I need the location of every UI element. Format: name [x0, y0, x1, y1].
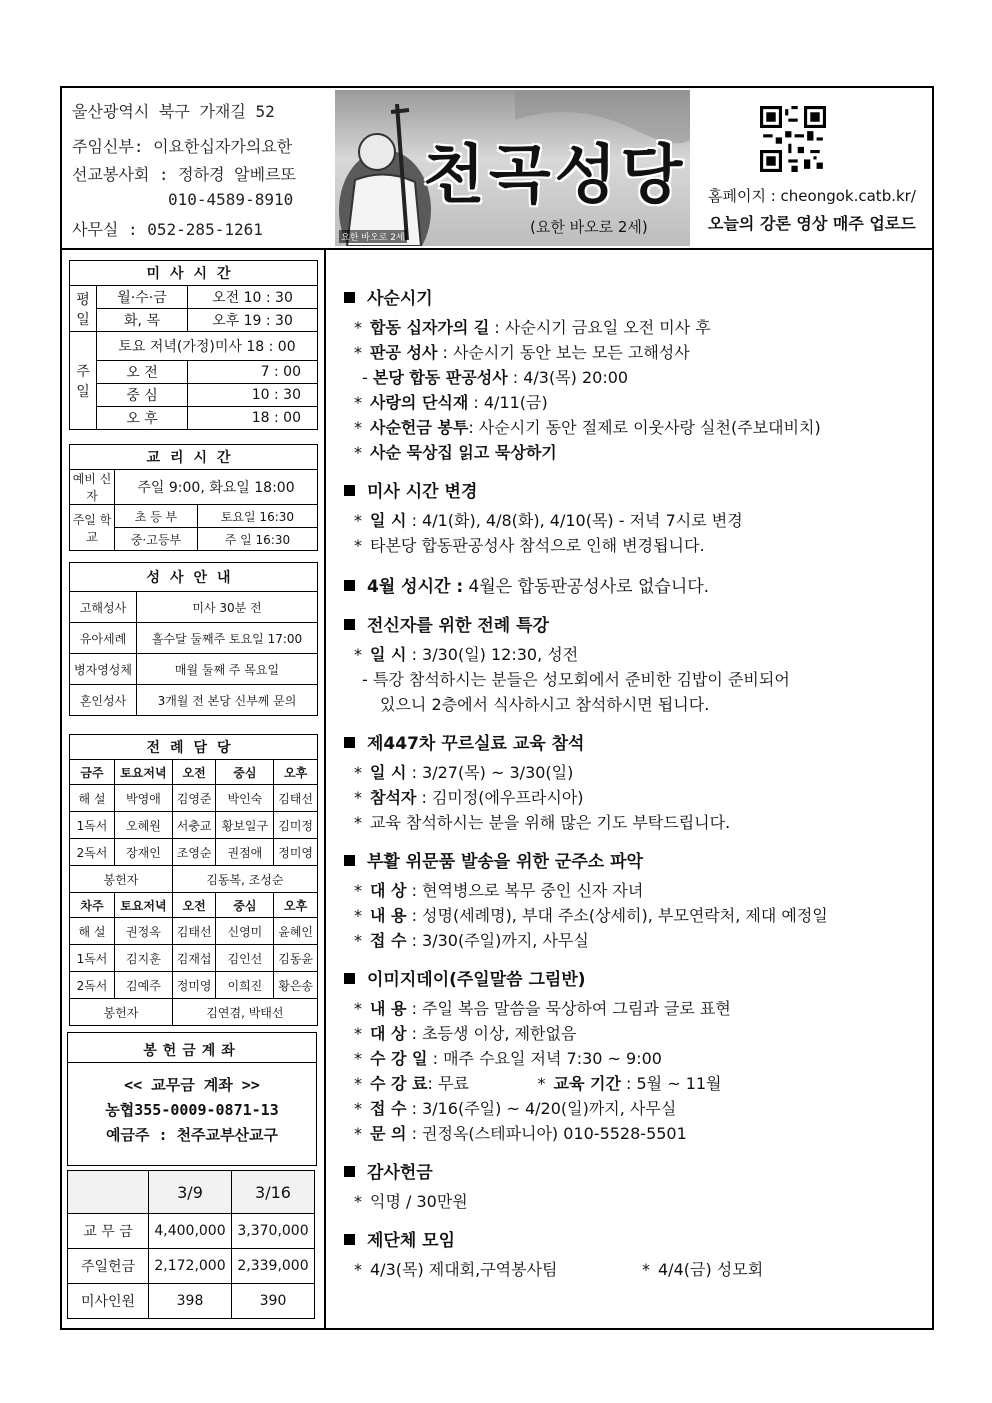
- servers-label: 봉헌자: [70, 866, 173, 893]
- offering-account-number: 농협355-0009-0871-13: [105, 1101, 279, 1119]
- notice-line: * 참석자 : 김미정(에우프라시아): [354, 788, 584, 807]
- notice-line: * 대 상 : 현역병으로 복무 중인 신자 자녀: [354, 881, 644, 900]
- offering-account-title: 봉헌금계좌: [68, 1033, 316, 1063]
- duty-role: 2독서: [70, 839, 115, 866]
- qr-code-icon[interactable]: [760, 106, 826, 172]
- duty-person: 김태선: [172, 918, 216, 945]
- catechism-table: [69, 444, 318, 551]
- liturgy-duty-table: [69, 734, 318, 1026]
- section-heading: [344, 1226, 929, 1251]
- duty-person: 오혜원: [115, 812, 173, 839]
- notice-line: * 접 수 : 3/16(주일) ~ 4/20(일)까지, 사무실: [354, 1099, 677, 1118]
- servers-names: 김연겸, 박태선: [172, 999, 317, 1026]
- duty-person: 황보일구: [216, 812, 274, 839]
- school-time: 토요일 16:30: [197, 505, 317, 528]
- section-title: 사순시기: [367, 289, 433, 309]
- square-bullet-icon: [344, 1234, 355, 1245]
- notice-line: * 대 상 : 초등생 이상, 제한없음: [354, 1024, 577, 1043]
- duty-header: 토요저녁: [115, 760, 173, 785]
- duty-person: 김재섭: [172, 945, 216, 972]
- duty-header: 중심: [216, 893, 274, 918]
- catechumen-label: 예비 신자: [70, 470, 115, 505]
- offering-account-box: [67, 1032, 317, 1166]
- stats-value: 4,400,000: [149, 1214, 232, 1249]
- stats-label: 주일헌금: [68, 1249, 149, 1284]
- stats-date: 3/16: [232, 1171, 315, 1214]
- section-title: 감사헌금: [367, 1163, 433, 1183]
- duty-person: 서충교: [172, 812, 216, 839]
- stats-value: 2,339,000: [232, 1249, 315, 1284]
- servers-label: 봉헌자: [70, 999, 173, 1026]
- notice-line: * 문 의 : 권정옥(스테파니아) 010-5528-5501: [354, 1124, 687, 1143]
- council-name: 선교봉사회 : 정하경 알베르또: [72, 165, 297, 184]
- notice-line: * 사랑의 단식재 : 4/11(금): [354, 393, 548, 412]
- notice-line: * 수 강 료: 무료 * 교육 기간 : 5월 ~ 11월: [354, 1074, 722, 1093]
- duty-person: 김지훈: [115, 945, 173, 972]
- section-heading: [344, 572, 929, 597]
- sunday-school-label: 주일 학교: [70, 505, 115, 551]
- school-time: 주 일 16:30: [197, 528, 317, 551]
- duty-role: 해 설: [70, 785, 115, 812]
- duty-person: 박영애: [115, 785, 173, 812]
- duty-person: 권점애: [216, 839, 274, 866]
- sacrament-info: 미사 30분 전: [137, 592, 318, 623]
- duty-person: 장재인: [115, 839, 173, 866]
- school-group: 중·고등부: [115, 528, 198, 551]
- weekday-time: 오후 19 : 30: [188, 309, 318, 332]
- section-heading: [344, 611, 929, 636]
- notice-line: - 본당 합동 판공성사 : 4/3(목) 20:00: [362, 368, 629, 387]
- square-bullet-icon: [344, 485, 355, 496]
- section-title: 미사 시간 변경: [367, 482, 478, 502]
- duty-person: 김영준: [172, 785, 216, 812]
- duty-person: 황은송: [274, 972, 318, 999]
- sacrament-name: 혼인성사: [70, 685, 137, 716]
- square-bullet-icon: [344, 855, 355, 866]
- section-heading: [344, 284, 929, 309]
- church-banner: [335, 90, 690, 246]
- square-bullet-icon: [344, 737, 355, 748]
- duty-person: 정미영: [274, 839, 318, 866]
- duty-role: 1독서: [70, 945, 115, 972]
- section-heading: [344, 1158, 929, 1183]
- duty-header: 오전: [172, 893, 216, 918]
- section-title: 4월 성시간 :: [367, 577, 464, 597]
- duty-person: 윤혜인: [274, 918, 318, 945]
- sacraments-title: 성사안내: [70, 563, 318, 592]
- stats-value: 3,370,000: [232, 1214, 315, 1249]
- duty-person: 이희진: [216, 972, 274, 999]
- sunday-part: 오 후: [97, 407, 188, 430]
- weekday-time: 오전 10 : 30: [188, 286, 318, 309]
- notice-line: * 교육 참석하시는 분을 위해 많은 기도 부탁드립니다.: [354, 813, 731, 832]
- weekday-days: 월·수·금: [97, 286, 188, 309]
- sunday-label: 주일: [70, 332, 97, 430]
- offering-stats-table: [67, 1170, 315, 1319]
- sunday-part: 오 전: [97, 361, 188, 384]
- liturgy-duty-title: 전례담당: [70, 735, 318, 760]
- duty-person: 권정옥: [115, 918, 173, 945]
- square-bullet-icon: [344, 580, 355, 591]
- sunday-time: 18 : 00: [188, 407, 318, 430]
- sacrament-info: 3개월 전 본당 신부께 문의: [137, 685, 318, 716]
- duty-person: 김미정: [274, 812, 318, 839]
- duty-person: 신영미: [216, 918, 274, 945]
- catechism-title: 교리시간: [70, 445, 318, 470]
- duty-person: 조영순: [172, 839, 216, 866]
- notice-line: * 익명 / 30만원: [354, 1192, 468, 1211]
- square-bullet-icon: [344, 619, 355, 630]
- stats-value: 2,172,000: [149, 1249, 232, 1284]
- sacrament-name: 고해성사: [70, 592, 137, 623]
- duty-role: 해 설: [70, 918, 115, 945]
- duty-header: 오후: [274, 893, 318, 918]
- section-title: 부활 위문품 발송을 위한 군주소 파악: [367, 852, 643, 872]
- notice-line: * 내 용 : 성명(세례명), 부대 주소(상세히), 부모연락처, 제대 예정일: [354, 906, 828, 925]
- notice-line: * 4/3(목) 제대회,구역봉사팀 * 4/4(금) 성모회: [354, 1260, 764, 1279]
- section-heading: [344, 729, 929, 754]
- banner-caption: 요한 바오로 2세: [339, 230, 407, 243]
- sunday-part: 중 심: [97, 384, 188, 407]
- servers-names: 김동복, 조성순: [172, 866, 317, 893]
- notice-line: * 내 용 : 주일 복음 말씀을 묵상하여 그림과 글로 표현: [354, 999, 731, 1018]
- homepage-link[interactable]: 홈페이지 : cheongok.catb.kr/: [708, 187, 916, 205]
- duty-person: 박인숙: [216, 785, 274, 812]
- section-title: 이미지데이(주일말씀 그림반): [367, 970, 586, 990]
- stats-label: 미사인원: [68, 1284, 149, 1319]
- notice-line: * 수 강 일 : 매주 수요일 저녁 7:30 ~ 9:00: [354, 1049, 662, 1068]
- catechumen-time: 주일 9:00, 화요일 18:00: [115, 470, 318, 505]
- duty-header: 금주: [70, 760, 115, 785]
- sacrament-name: 유아세례: [70, 623, 137, 654]
- patron-name: (요한 바오로 2세): [530, 218, 648, 236]
- duty-header: 오전: [172, 760, 216, 785]
- stats-value: 390: [232, 1284, 315, 1319]
- notice-line: * 일 시 : 3/30(일) 12:30, 성전: [354, 645, 579, 664]
- notice-line: * 판공 성사 : 사순시기 동안 보는 모든 고해성사: [354, 343, 690, 362]
- duty-person: 정미영: [172, 972, 216, 999]
- notice-line: * 일 시 : 4/1(화), 4/8(화), 4/10(목) - 저녁 7시로 변경: [354, 511, 743, 530]
- header-divider: [60, 248, 934, 250]
- sacraments-table: [69, 562, 318, 716]
- church-name: 천곡성당: [423, 138, 687, 213]
- offering-subtitle: << 교무금 계좌 >>: [124, 1076, 260, 1094]
- section-title: 제단체 모임: [367, 1231, 456, 1251]
- council-phone: 010-4589-8910: [168, 190, 294, 209]
- offering-account-holder: 예금주 : 천주교부산교구: [106, 1126, 278, 1144]
- duty-person: 김인선: [216, 945, 274, 972]
- notice-line: * 일 시 : 3/27(목) ~ 3/30(일): [354, 763, 574, 782]
- school-group: 초 등 부: [115, 505, 198, 528]
- duty-header: 토요저녁: [115, 893, 173, 918]
- notice-line: * 접 수 : 3/30(주일)까지, 사무실: [354, 931, 589, 950]
- sacrament-name: 병자영성체: [70, 654, 137, 685]
- section-text: 4월은 합동판공성사로 없습니다.: [463, 577, 710, 597]
- stats-date: 3/9: [149, 1171, 232, 1214]
- sunday-time: 7 : 00: [188, 361, 318, 384]
- mass-times-table: [69, 260, 318, 430]
- sunday-time: 10 : 30: [188, 384, 318, 407]
- duty-person: 김태선: [274, 785, 318, 812]
- section-heading: [344, 847, 929, 872]
- section-heading: [344, 477, 929, 502]
- sacrament-info: 홀수달 둘째주 토요일 17:00: [137, 623, 318, 654]
- duty-header: 차주: [70, 893, 115, 918]
- church-address: 울산광역시 북구 가재길 52: [72, 102, 275, 121]
- duty-role: 1독서: [70, 812, 115, 839]
- office-phone: 사무실 : 052-285-1261: [72, 220, 263, 239]
- stats-label: 교 무 금: [68, 1214, 149, 1249]
- square-bullet-icon: [344, 1166, 355, 1177]
- upload-note: 오늘의 강론 영상 매주 업로드: [708, 214, 916, 233]
- sacrament-info: 매월 둘째 주 목요일: [137, 654, 318, 685]
- notice-line: 있으니 2층에서 식사하시고 참석하시면 됩니다.: [380, 695, 710, 714]
- square-bullet-icon: [344, 973, 355, 984]
- notice-line: * 사순 묵상집 읽고 묵상하기: [354, 443, 557, 462]
- notice-line: - 특강 참석하시는 분들은 성모회에서 준비한 김밥이 준비되어: [362, 670, 790, 689]
- section-title: 제447차 꾸르실료 교육 참석: [367, 734, 585, 754]
- section-heading: [344, 965, 929, 990]
- stats-corner: [68, 1171, 149, 1214]
- duty-role: 2독서: [70, 972, 115, 999]
- duty-header: 오후: [274, 760, 318, 785]
- stats-value: 398: [149, 1284, 232, 1319]
- notices: [344, 278, 929, 1282]
- weekday-label: 평일: [70, 286, 97, 332]
- weekday-days: 화, 목: [97, 309, 188, 332]
- duty-header: 중심: [216, 760, 274, 785]
- notice-line: * 타본당 합동판공성사 참석으로 인해 변경됩니다.: [354, 536, 705, 555]
- section-title: 전신자를 위한 전례 특강: [367, 616, 549, 636]
- notice-line: * 사순헌금 봉투: 사순시기 동안 절제로 이웃사랑 실천(주보대비치): [354, 418, 821, 437]
- saturday-mass: 토요 저녁(가정)미사 18 : 00: [97, 332, 318, 361]
- duty-person: 김예주: [115, 972, 173, 999]
- mass-times-title: 미사시간: [70, 261, 318, 286]
- square-bullet-icon: [344, 292, 355, 303]
- pastor-name: 주임신부: 이요한십자가의요한: [72, 137, 293, 156]
- column-divider: [324, 248, 326, 1330]
- notice-line: * 합동 십자가의 길 : 사순시기 금요일 오전 미사 후: [354, 318, 711, 337]
- duty-person: 김동윤: [274, 945, 318, 972]
